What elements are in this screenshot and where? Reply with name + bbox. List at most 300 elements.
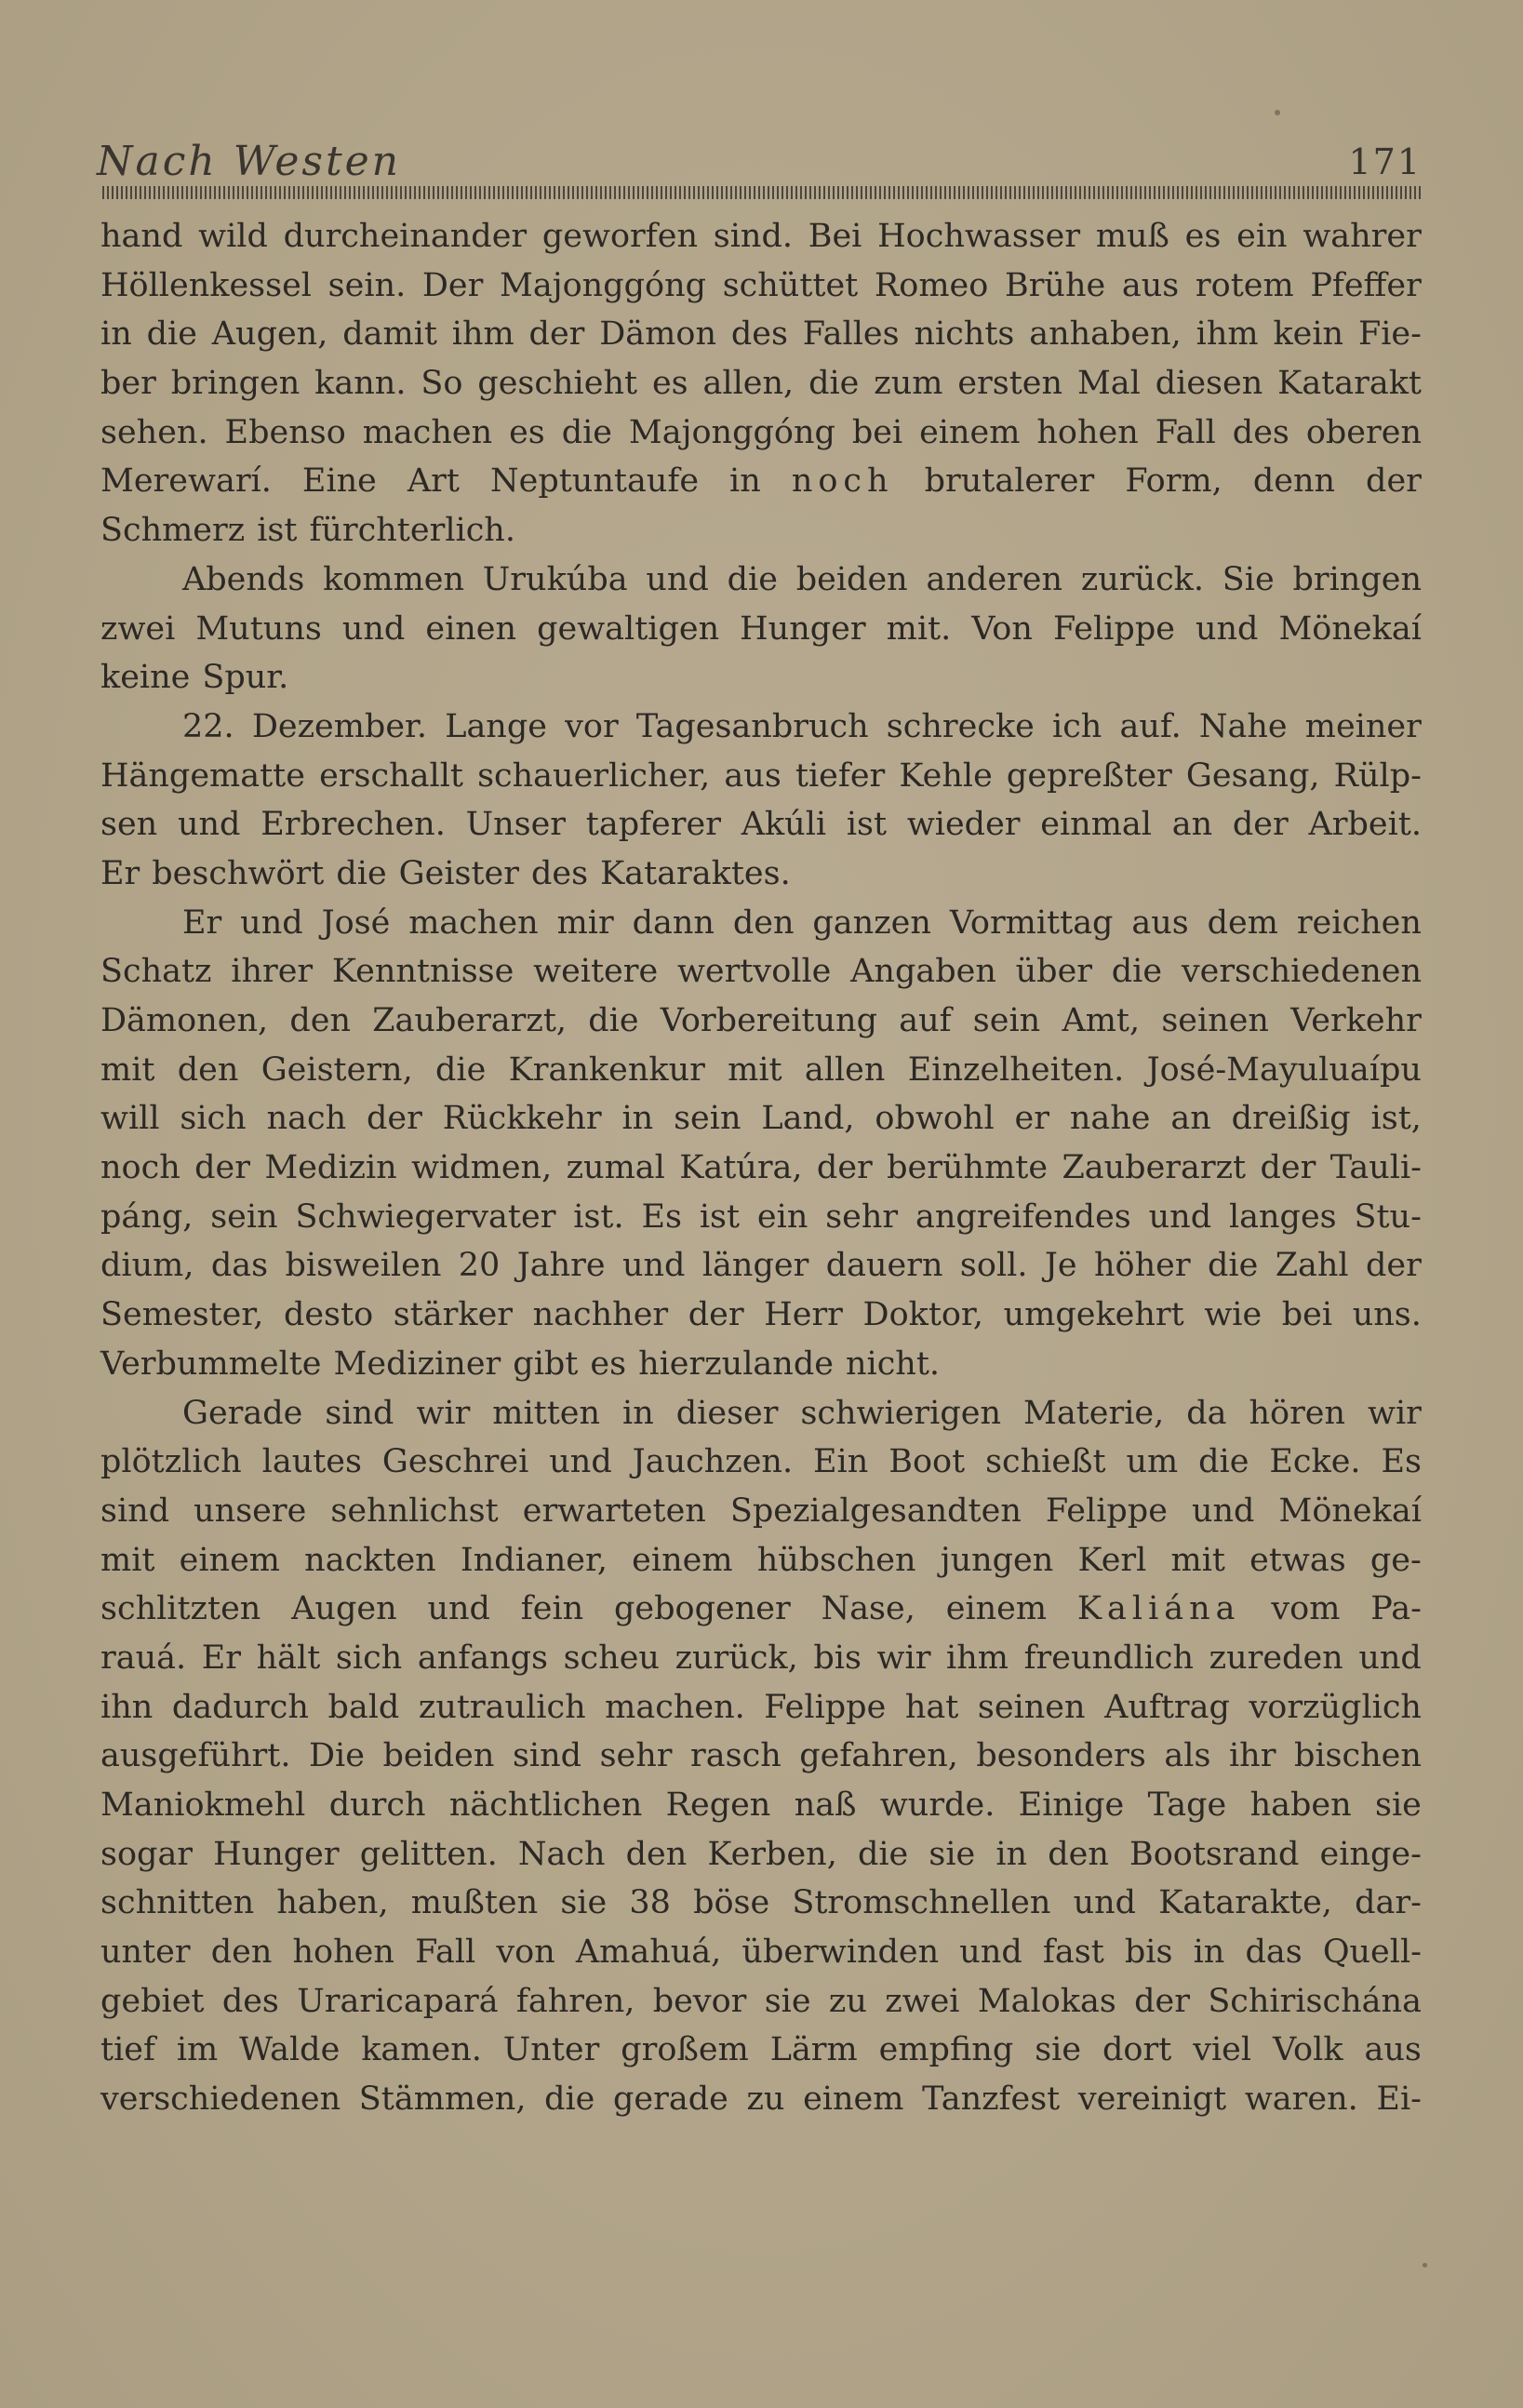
- word: und: [621, 1247, 686, 1285]
- word: Krankenkur: [508, 1050, 705, 1089]
- word: Boot: [888, 1443, 966, 1481]
- word: José-Mayuluaípu: [1146, 1050, 1422, 1089]
- text-line: [100, 605, 1422, 654]
- word: Pa-: [1370, 1590, 1422, 1628]
- word: Gerade: [182, 1394, 303, 1432]
- word: bischen: [1293, 1737, 1422, 1775]
- word: Amahuá,: [575, 1933, 722, 1972]
- text-line: [100, 2075, 1422, 2124]
- word: sehr: [599, 1737, 673, 1775]
- word: in: [995, 1835, 1028, 1873]
- word: schnitten: [100, 1884, 255, 1922]
- word: Majonggóng: [500, 266, 707, 304]
- word: ist: [257, 512, 298, 550]
- word: tiefer: [795, 756, 886, 795]
- word: an: [1170, 1100, 1211, 1138]
- body-text: [100, 212, 1422, 2124]
- word: viel: [1193, 2031, 1252, 2069]
- word: bis: [1124, 1933, 1173, 1972]
- word: Zauberarzt: [1062, 1149, 1247, 1187]
- word: Er: [201, 1639, 242, 1677]
- word: Schwiegervater: [295, 1197, 556, 1236]
- word: der: [367, 1100, 422, 1138]
- word: ihr: [1228, 1737, 1276, 1775]
- text-line: [100, 1046, 1422, 1095]
- word: Stromschnellen: [792, 1884, 1051, 1922]
- text-line: [100, 359, 1422, 408]
- word: in: [100, 315, 132, 354]
- word: Schatz: [100, 953, 212, 991]
- word: 22.: [182, 707, 234, 745]
- word: sein: [210, 1197, 278, 1236]
- word: Maniokmehl: [100, 1786, 306, 1824]
- word: zurück,: [675, 1639, 798, 1677]
- word: nicht.: [845, 1344, 941, 1383]
- word: fürchterlich.: [309, 512, 515, 550]
- word: Gesang,: [1185, 756, 1320, 795]
- word: Arbeit.: [1308, 806, 1422, 844]
- text-line: [100, 1241, 1422, 1291]
- word: auf.: [1119, 707, 1182, 745]
- word: haben,: [276, 1884, 389, 1922]
- text-line: [100, 800, 1422, 849]
- text-line: [100, 1634, 1422, 1683]
- word: Höllenkessel: [100, 266, 312, 304]
- word: Hochwasser: [877, 218, 1081, 255]
- word: Tage: [1147, 1786, 1227, 1824]
- word: den: [732, 903, 795, 942]
- word: Augen: [291, 1590, 397, 1628]
- word: dauern: [825, 1247, 943, 1285]
- text-line: [100, 1781, 1422, 1830]
- word: Die: [308, 1737, 365, 1775]
- word: hand: [100, 218, 183, 255]
- header-rule-ornament: [102, 186, 1422, 199]
- word: desto: [283, 1296, 374, 1334]
- word: Geister: [398, 854, 519, 892]
- word: fahren,: [515, 1982, 635, 2020]
- word: das: [210, 1247, 269, 1285]
- word: schüttet: [722, 266, 859, 304]
- word: Stu-: [1354, 1197, 1422, 1236]
- word: sind: [512, 1737, 582, 1775]
- word: es: [651, 365, 688, 403]
- word: bei: [851, 413, 903, 451]
- word: soll.: [959, 1247, 1028, 1285]
- word: uns.: [1352, 1296, 1422, 1334]
- word: verschiedenen: [1181, 953, 1422, 991]
- word: Er: [182, 903, 222, 942]
- word: zwei: [885, 1982, 960, 2020]
- word: Bei: [808, 218, 862, 255]
- word: wieder: [906, 806, 1021, 844]
- word: sein.: [327, 266, 407, 304]
- word: ist: [699, 1197, 741, 1236]
- word: den: [289, 1002, 352, 1039]
- word: sie: [1375, 1786, 1422, 1824]
- word: Zahl: [1275, 1247, 1349, 1285]
- word: sich: [335, 1639, 403, 1677]
- word: So: [421, 365, 463, 403]
- word: an: [1171, 806, 1213, 844]
- word: beiden: [382, 1737, 495, 1775]
- word: mit.: [886, 609, 952, 648]
- word: die: [1207, 1247, 1259, 1285]
- word: widmen,: [411, 1149, 553, 1187]
- word: die: [336, 854, 387, 892]
- word: Es: [641, 1197, 682, 1236]
- word: unsere: [194, 1492, 307, 1530]
- word: zu: [746, 2080, 785, 2119]
- word: beiden: [795, 560, 908, 598]
- word: wir: [416, 1394, 471, 1432]
- word: unter: [100, 1933, 191, 1972]
- word: den: [625, 1835, 688, 1873]
- word: Tauli-: [1329, 1149, 1422, 1187]
- word: Mönekaí: [1278, 609, 1422, 648]
- word: Regen: [665, 1786, 771, 1824]
- word: Vorbereitung: [660, 1002, 877, 1039]
- word: will: [100, 1100, 160, 1138]
- word: Augen,: [211, 315, 328, 354]
- word: sen: [100, 806, 158, 844]
- word: die: [1111, 953, 1163, 991]
- text-line: [100, 1683, 1422, 1732]
- word: kommen: [323, 560, 465, 598]
- word: aus: [1131, 903, 1189, 942]
- word: Lange: [445, 707, 547, 745]
- word: naß: [794, 1786, 857, 1824]
- word: Katarakt: [1277, 365, 1422, 403]
- word: aus: [724, 756, 782, 795]
- word: gewaltigen: [537, 609, 720, 648]
- word: brutalerer: [924, 462, 1095, 501]
- word: wurde.: [879, 1786, 995, 1824]
- word: einge-: [1319, 1835, 1422, 1873]
- word: Fall: [415, 1933, 476, 1972]
- word: und: [1358, 1639, 1422, 1677]
- word: des: [221, 1982, 279, 2020]
- word: umgekehrt: [1003, 1296, 1184, 1334]
- word: und: [1073, 1884, 1137, 1922]
- word: in: [729, 462, 761, 501]
- word: meiner: [1304, 707, 1422, 745]
- word: páng,: [100, 1197, 194, 1236]
- word: mit: [728, 1050, 782, 1089]
- word: anderen: [926, 560, 1063, 598]
- word: länger: [701, 1247, 809, 1285]
- word: gepreßter: [1006, 756, 1172, 795]
- word: Felippe: [764, 1688, 887, 1726]
- word: Unter: [502, 2031, 600, 2069]
- word: Nach: [517, 1835, 606, 1873]
- word: Rülp-: [1333, 756, 1422, 795]
- word: Vormittag: [949, 903, 1114, 942]
- word: nahe: [1069, 1100, 1151, 1138]
- word: José: [321, 903, 391, 942]
- word: sind: [100, 1492, 170, 1530]
- word: gibt: [513, 1344, 579, 1383]
- word: ihm: [946, 1639, 1009, 1677]
- word: dium,: [100, 1247, 194, 1285]
- word: Auftrag: [1104, 1688, 1230, 1726]
- word: mit: [100, 1050, 155, 1089]
- word: Kaliána: [1076, 1590, 1241, 1628]
- word: Einzelheiten.: [907, 1050, 1125, 1089]
- word: stärker: [393, 1296, 514, 1334]
- word: und: [341, 609, 406, 648]
- word: berühmte: [887, 1149, 1049, 1187]
- word: schwierigen: [800, 1394, 1002, 1432]
- word: fast: [1042, 1933, 1104, 1972]
- text-line: [100, 1977, 1422, 2027]
- word: sie: [1035, 2031, 1082, 2069]
- word: 38: [629, 1884, 671, 1922]
- word: Form,: [1125, 462, 1222, 501]
- word: Mal: [1076, 365, 1141, 403]
- word: nach: [266, 1100, 347, 1138]
- word: Ebenso: [224, 413, 346, 451]
- word: um: [1126, 1443, 1179, 1481]
- word: ich: [1052, 707, 1102, 745]
- word: rasch: [690, 1737, 782, 1775]
- word: der: [1134, 1982, 1190, 2020]
- word: es: [509, 413, 545, 451]
- word: ein: [1236, 218, 1288, 255]
- word: des: [730, 315, 788, 354]
- word: Volk: [1272, 2031, 1343, 2069]
- word: damit: [342, 315, 437, 354]
- word: Akúli: [741, 806, 827, 844]
- word: Bootsrand: [1129, 1835, 1300, 1873]
- word: böse: [693, 1884, 770, 1922]
- word: Merewarí.: [100, 462, 272, 501]
- word: dar-: [1355, 1884, 1422, 1922]
- word: Katúra,: [679, 1149, 803, 1187]
- word: mit: [1170, 1541, 1225, 1579]
- word: ist.: [573, 1197, 624, 1236]
- word: schrecke: [886, 707, 1035, 745]
- word: geschieht: [477, 365, 638, 403]
- word: zu: [828, 1982, 867, 2020]
- word: einen: [425, 609, 517, 648]
- word: gerade: [613, 2080, 728, 2119]
- word: höher: [1093, 1247, 1191, 1285]
- word: vom: [1271, 1590, 1341, 1628]
- word: kein: [1273, 315, 1344, 354]
- word: sie: [764, 1982, 811, 2020]
- word: anfangs: [417, 1639, 548, 1677]
- word: angreifendes: [915, 1197, 1131, 1236]
- word: hübschen: [756, 1541, 916, 1579]
- word: Verbummelte: [100, 1344, 322, 1383]
- text-line: [100, 1487, 1422, 1536]
- word: reichen: [1296, 903, 1422, 942]
- word: sind: [325, 1394, 394, 1432]
- word: großem: [621, 2031, 749, 2069]
- text-line: [100, 849, 1422, 899]
- word: Der: [421, 266, 484, 304]
- word: Tanzfest: [922, 2080, 1061, 2119]
- word: und: [427, 1590, 490, 1628]
- word: mitten: [492, 1394, 601, 1432]
- word: bringen: [1292, 560, 1422, 598]
- word: Abends: [182, 560, 305, 598]
- word: überwinden: [741, 1933, 940, 1972]
- word: Uraricapará: [297, 1982, 499, 2020]
- word: kann.: [314, 365, 407, 403]
- word: die: [146, 315, 197, 354]
- text-line: [100, 1389, 1422, 1438]
- word: die: [857, 1835, 909, 1873]
- word: in: [621, 1100, 654, 1138]
- text-line: [100, 408, 1422, 458]
- word: ber: [100, 365, 156, 403]
- text-line: [100, 261, 1422, 311]
- word: gelitten.: [359, 1835, 498, 1873]
- word: und: [646, 560, 709, 598]
- word: Schirischána: [1208, 1982, 1422, 2020]
- word: vereinigt: [1077, 2080, 1227, 2119]
- word: Jahre: [516, 1247, 606, 1285]
- word: obwohl: [875, 1100, 995, 1138]
- word: tief: [100, 2031, 155, 2069]
- text-line: [100, 899, 1422, 948]
- word: und: [549, 1443, 612, 1481]
- word: dem: [1207, 903, 1278, 942]
- word: machen: [408, 903, 539, 942]
- word: kamen.: [361, 2031, 482, 2069]
- word: dort: [1102, 2031, 1172, 2069]
- word: seinen: [1161, 1002, 1269, 1039]
- word: Kehle: [899, 756, 993, 795]
- word: und: [1148, 1197, 1212, 1236]
- word: Dezember.: [251, 707, 428, 745]
- word: in: [622, 1394, 654, 1432]
- word: 20: [458, 1247, 501, 1285]
- word: freundlich: [1023, 1639, 1195, 1677]
- text-line: [100, 1094, 1422, 1144]
- text-line: [100, 2026, 1422, 2075]
- word: Hunger: [740, 609, 866, 648]
- word: machen.: [605, 1688, 745, 1726]
- word: Nahe: [1198, 707, 1288, 745]
- text-line: [100, 1144, 1422, 1193]
- word: sehnlichst: [330, 1492, 499, 1530]
- word: keine: [100, 659, 191, 697]
- word: aus: [1364, 2031, 1422, 2069]
- word: rotem: [1195, 266, 1294, 304]
- word: von: [496, 1933, 555, 1972]
- text-line: [100, 555, 1422, 605]
- word: durcheinander: [283, 218, 528, 255]
- word: Stämmen,: [358, 2080, 527, 2119]
- word: und: [240, 903, 303, 942]
- word: bei: [1281, 1296, 1333, 1334]
- word: plötzlich: [100, 1443, 242, 1481]
- word: anhaben,: [1029, 315, 1182, 354]
- word: ist: [846, 806, 888, 844]
- word: sie: [560, 1884, 608, 1922]
- word: Einige: [1018, 1786, 1125, 1824]
- word: ihn: [100, 1688, 154, 1726]
- paper-speck: [1275, 110, 1280, 115]
- word: Kerl: [1077, 1541, 1147, 1579]
- word: hören: [1249, 1394, 1346, 1432]
- word: Erbrechen.: [261, 806, 446, 844]
- word: Jauchzen.: [632, 1443, 794, 1481]
- word: Angaben: [850, 953, 996, 991]
- word: durch: [328, 1786, 426, 1824]
- word: Ecke.: [1269, 1443, 1361, 1481]
- word: mir: [556, 903, 614, 942]
- word: Felippe: [1052, 609, 1175, 648]
- word: Romeo: [874, 266, 989, 304]
- word: einem: [919, 413, 1021, 451]
- text-line: [100, 1879, 1422, 1928]
- word: Eine: [301, 462, 377, 501]
- word: des: [1232, 413, 1289, 451]
- word: zutraulich: [418, 1688, 586, 1726]
- word: Geschrei: [381, 1443, 529, 1481]
- word: Mutuns: [195, 609, 322, 648]
- word: haben: [1249, 1786, 1352, 1824]
- word: der: [688, 1296, 744, 1334]
- word: Herr: [764, 1296, 843, 1334]
- word: es: [1184, 218, 1222, 255]
- word: Urukúba: [482, 560, 628, 598]
- word: machen: [362, 413, 493, 451]
- word: die: [544, 2080, 595, 2119]
- word: Falles: [802, 315, 900, 354]
- word: das: [1245, 1933, 1303, 1972]
- word: und: [177, 806, 241, 844]
- word: Es: [1381, 1443, 1422, 1481]
- word: gebiet: [100, 1982, 205, 2020]
- word: Geistern,: [261, 1050, 413, 1089]
- word: sein: [674, 1100, 741, 1138]
- word: nichts: [914, 315, 1015, 354]
- word: bald: [327, 1688, 400, 1726]
- word: sehen.: [100, 413, 208, 451]
- word: der: [1232, 806, 1289, 844]
- word: die: [435, 1050, 487, 1089]
- word: lautes: [261, 1443, 362, 1481]
- word: dadurch: [171, 1688, 309, 1726]
- word: einem: [179, 1541, 280, 1579]
- word: und: [1191, 1492, 1255, 1530]
- word: der: [1366, 462, 1422, 501]
- word: hat: [904, 1688, 959, 1726]
- text-line: [100, 752, 1422, 801]
- word: zumal: [566, 1149, 665, 1187]
- word: Malokas: [977, 1982, 1116, 2020]
- word: bevor: [652, 1982, 747, 2020]
- text-line: [100, 506, 1422, 555]
- word: empfing: [878, 2031, 1014, 2069]
- text-line: [100, 1830, 1422, 1880]
- word: diesen: [1155, 365, 1263, 403]
- word: mußten: [410, 1884, 539, 1922]
- word: gefahren,: [799, 1737, 958, 1775]
- word: sogar: [100, 1835, 194, 1873]
- word: aus: [1121, 266, 1180, 304]
- word: hierzulande: [638, 1344, 834, 1383]
- word: Sie: [1222, 560, 1275, 598]
- text-line: [100, 1536, 1422, 1585]
- word: vorzüglich: [1249, 1688, 1422, 1726]
- word: Doktor,: [862, 1296, 984, 1334]
